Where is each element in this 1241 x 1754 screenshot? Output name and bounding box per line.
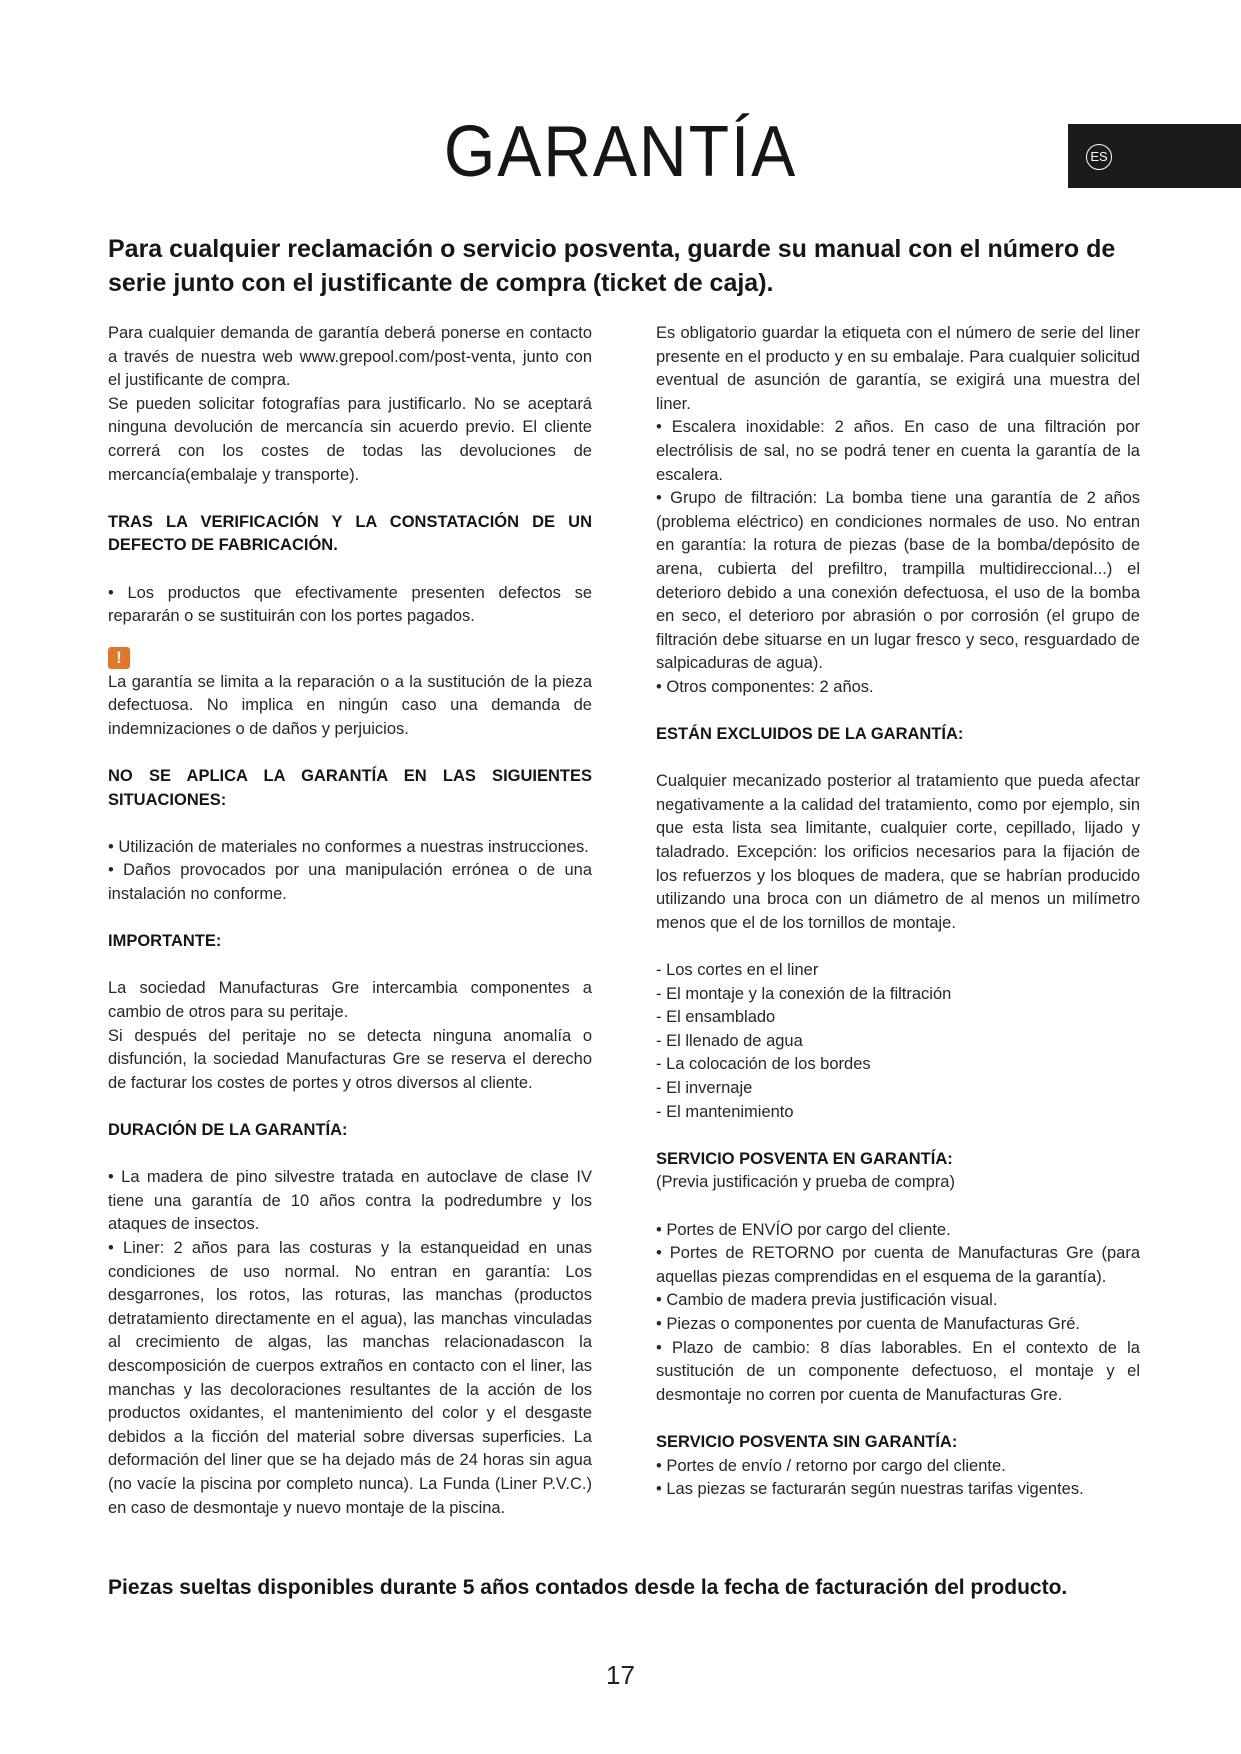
list-item: - El invernaje xyxy=(656,1079,753,1097)
filtration-bullet: • Grupo de filtración: La bomba tiene una garantía de 2 años (problema eléctrico) en condiciones normales de uso. No entran en garantía: la rotura de piezas (base de la bomba/depósito de arena, cubierta del prefiltro, trampilla multidireccional...) el deterioro debido a una conexión defectuosa, el uso de la bomba en seco, el deterioro por abrasión o por corrosión (el grupo de filtración debe situarse en un lugar fresco y seco, resguardado de salpicaduras de agua). xyxy=(656,489,1140,673)
list-item: - Los cortes en el liner xyxy=(656,961,819,980)
excluded-heading: ESTÁN EXCLUIDOS DE LA GARANTÍA: xyxy=(656,725,964,744)
list-item: - El mantenimiento xyxy=(656,1102,794,1121)
list-item: • Plazo de cambio: 8 días laborables. En el contexto de la sustitución de un componente defectuoso, el montaje y el desmontaje no corren por cuenta de Manufacturas Gre. xyxy=(656,1338,1140,1404)
duration-bullet: • Liner: 2 años para las costuras y la estanqueidad en unas condiciones de uso normal. No entran en garantía: Los desgarrones, los rotos, las roturas, las manchas (productos detratamiento directamente en el agua), las manchas vinculadas al crecimiento de algas, las manchas relacionadascon la descomposición de cuerpos extraños en contacto con el liner, las manchas y las decoloraciones resultantes de la acción de los productos oxidantes, el mantenimiento del color y el desgaste debidos a la ficción del material sobre diversas superficies. La deformación del liner que se ha dejado más de 24 horas sin agua (no vacíe la piscina por completo nunca). La Funda (Liner P.V.C.) en caso de desmontaje y nuevo montaje de la piscina. xyxy=(108,1238,592,1517)
important-paragraph: Si después del peritaje no se detecta ninguna anomalía o disfunción, la sociedad Manufacturas Gre se reserva el derecho de facturar los costes de portes y otros diversos al cliente. xyxy=(108,1026,592,1092)
right-column xyxy=(656,322,1140,1502)
verification-bullet: • Los productos que efectivamente presenten defectos se repararán o se sustituirán con los portes pagados. xyxy=(108,583,592,626)
excluded-paragraph: Cualquier mecanizado posterior al tratamiento que pueda afectar negativamente a la calidad del tratamiento, como por ejemplo, sin que esta lista sea limitante, cualquier corte, cepillado, lijado y taladrado. Excepción: los orificios necesarios para la fijación de los refuerzos y los bloques de madera, que se habrían producido utilizando una broca con un diámetro de al menos un milímetro menos que el de los tornillos de montaje. xyxy=(656,772,1140,932)
ladder-bullet: • Escalera inoxidable: 2 años. En caso de una filtración por electrólisis de sal, no se podrá tener en cuenta la garantía de la escalera. xyxy=(656,418,1140,484)
list-item: • Piezas o componentes por cuenta de Manufacturas Gré. xyxy=(656,1314,1081,1333)
duration-heading: DURACIÓN DE LA GARANTÍA: xyxy=(108,1121,348,1139)
list-item: • Portes de ENVÍO por cargo del cliente. xyxy=(656,1220,951,1239)
important-paragraph: La sociedad Manufacturas Gre intercambia componentes a cambio de otros para su peritaje. xyxy=(108,979,592,1022)
language-tab xyxy=(1068,124,1241,188)
intro-notice: Para cualquier reclamación o servicio posventa, guarde su manual con el número de serie junto con el justificante de compra (ticket de caja). xyxy=(108,235,1116,297)
not-applicable-bullet: • Daños provocados por una manipulación errónea o de una instalación no conforme. xyxy=(108,861,592,904)
verification-heading: TRAS LA VERIFICACIÓN Y LA CONSTATACIÓN DE UN DEFECTO DE FABRICACIÓN. xyxy=(108,512,592,555)
warning-icon: ! xyxy=(108,647,130,669)
photos-paragraph: Se pueden solicitar fotografías para justificarlo. No se aceptará ninguna devolución de mercancía sin acuerdo previo. El cliente correrá con los costes de todas las devoluciones de mercancía(embalaje y transporte). xyxy=(108,394,592,484)
page-number: 17 xyxy=(606,1660,635,1690)
language-badge: ES xyxy=(1086,144,1112,170)
list-item: • Cambio de madera previa justificación visual. xyxy=(656,1291,998,1310)
service-with-warranty-heading: SERVICIO POSVENTA EN GARANTÍA: xyxy=(656,1149,953,1168)
list-item: - La colocación de los bordes xyxy=(656,1055,871,1074)
service-with-warranty-subheading: (Previa justificación y prueba de compra) xyxy=(656,1173,955,1192)
list-item: - El montaje y la conexión de la filtración xyxy=(656,984,952,1003)
left-column xyxy=(108,322,592,1520)
duration-bullet: • La madera de pino silvestre tratada en autoclave de clase IV tiene una garantía de 10 años contra la podredumbre y los ataques de insectos. xyxy=(108,1168,592,1234)
list-item: • Portes de RETORNO por cuenta de Manufacturas Gre (para aquellas piezas comprendidas en el esquema de la garantía). xyxy=(656,1244,1140,1286)
contact-paragraph: Para cualquier demanda de garantía deberá ponerse en contacto a través de nuestra web www.grepool.com/post-venta, junto con el justificante de compra. xyxy=(108,324,592,390)
spare-parts-note: Piezas sueltas disponibles durante 5 años contados desde la fecha de facturación del producto. xyxy=(108,1576,1068,1599)
important-heading: IMPORTANTE: xyxy=(108,932,222,951)
list-item: - El llenado de agua xyxy=(656,1031,803,1050)
other-components-bullet: • Otros componentes: 2 años. xyxy=(656,677,874,696)
service-without-warranty-heading: SERVICIO POSVENTA SIN GARANTÍA: xyxy=(656,1432,958,1451)
list-item: - El ensamblado xyxy=(656,1008,776,1027)
page-title: GARANTÍA xyxy=(443,112,798,192)
limit-paragraph: La garantía se limita a la reparación o a la sustitución de la pieza defectuosa. No implica en ningún caso una demanda de indemnizaciones o de daños y perjuicios. xyxy=(108,672,592,738)
serial-label-paragraph: Es obligatorio guardar la etiqueta con el número de serie del liner presente en el producto y en su embalaje. Para cualquier solicitud eventual de asunción de garantía, se exigirá una muestra del liner. xyxy=(656,324,1140,413)
not-applicable-bullet: • Utilización de materiales no conformes a nuestras instrucciones. xyxy=(108,837,589,856)
not-applicable-heading: NO SE APLICA LA GARANTÍA EN LAS SIGUIENTES SITUACIONES: xyxy=(108,767,592,809)
list-item: • Las piezas se facturarán según nuestras tarifas vigentes. xyxy=(656,1480,1084,1499)
list-item: • Portes de envío / retorno por cargo del cliente. xyxy=(656,1456,1006,1475)
